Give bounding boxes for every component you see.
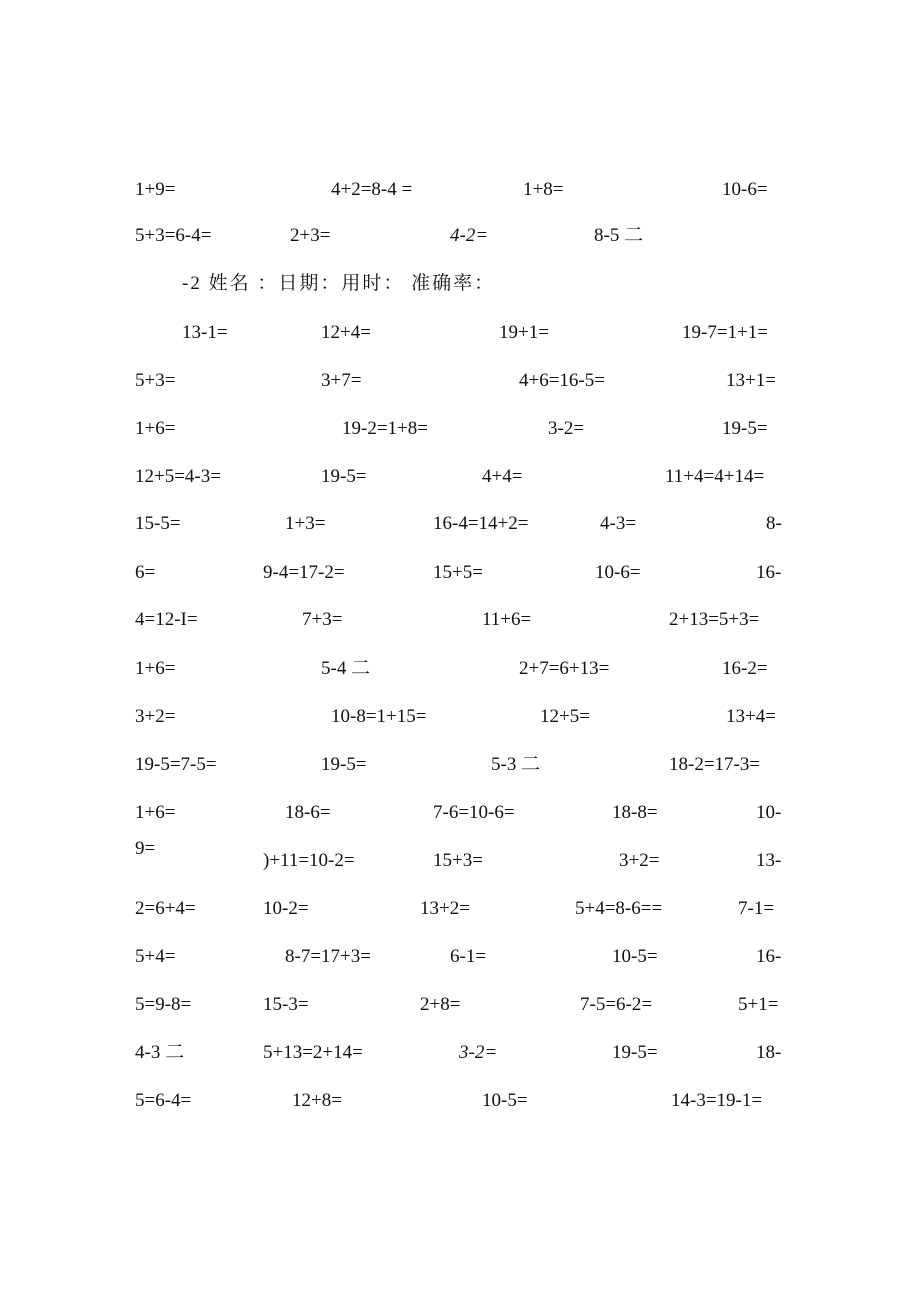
problem: 1+6= (135, 658, 176, 679)
problem: 18-8= (612, 802, 658, 823)
problem: 10-2= (263, 898, 309, 919)
problem: 16- (756, 562, 782, 583)
problem: 5+3=6-4= (135, 225, 212, 246)
problem: 16- (756, 946, 782, 967)
problem: 9= (135, 838, 156, 859)
problem: 18-6= (285, 802, 331, 823)
problem: 3+7= (321, 370, 362, 391)
problem: )+11=10-2= (263, 850, 355, 871)
problem: 10- (756, 802, 782, 823)
problem: 4-2= (450, 225, 489, 246)
problem: 15-5= (135, 513, 181, 534)
problem: 19-5=7-5= (135, 754, 217, 775)
problem: 19-5= (321, 754, 367, 775)
problem: 10-6= (722, 179, 768, 200)
problem: 9-4=17-2= (263, 562, 345, 583)
problem: 2+8= (420, 994, 461, 1015)
problem: 3+2= (135, 706, 176, 727)
problem: 14-3=19-1= (671, 1090, 763, 1111)
problem: 6-1= (450, 946, 487, 967)
problem: 19+1= (499, 322, 549, 343)
problem: 1+6= (135, 418, 176, 439)
problem: 12+5=4-3= (135, 466, 221, 487)
problem: 12+8= (292, 1090, 342, 1111)
problem: 19-7=1+1= (682, 322, 768, 343)
problem: 5-3 二 (491, 754, 541, 775)
problem: 13+4= (726, 706, 776, 727)
problem: 5+13=2+14= (263, 1042, 363, 1063)
problem: 18-2=17-3= (669, 754, 761, 775)
problem: 10-8=1+15= (331, 706, 427, 727)
problem: 15+5= (433, 562, 483, 583)
problem: 1+3= (285, 513, 326, 534)
problem: 6= (135, 562, 156, 583)
problem: 15-3= (263, 994, 309, 1015)
problem: 4+6=16-5= (519, 370, 605, 391)
problem: 5=9-8= (135, 994, 192, 1015)
problem: 10-5= (482, 1090, 528, 1111)
problem: 8- (766, 513, 782, 534)
problem: 4-3= (600, 513, 637, 534)
problem: 16-4=14+2= (433, 513, 529, 534)
problem: 4-3 二 (135, 1042, 185, 1063)
problem: 5=6-4= (135, 1090, 192, 1111)
problem: 11+6= (482, 609, 532, 630)
problem: 3+2= (619, 850, 660, 871)
problem: 5+4= (135, 946, 176, 967)
problem: 3-2= (459, 1042, 498, 1063)
problem: 4+2=8-4 = (331, 179, 413, 200)
problem: 4+4= (482, 466, 523, 487)
problem: 2+13=5+3= (669, 609, 760, 630)
problem: 7-6=10-6= (433, 802, 515, 823)
problem: 10-6= (595, 562, 641, 583)
problem: 7+3= (302, 609, 343, 630)
problem: 5-4 二 (321, 658, 371, 679)
problem: 7-1= (738, 898, 775, 919)
problem: 2=6+4= (135, 898, 196, 919)
problem: 3-2= (548, 418, 585, 439)
problem: 4=12-I= (135, 609, 198, 630)
problem: 12+4= (321, 322, 371, 343)
problem: 13- (756, 850, 782, 871)
problem: 5+4=8-6== (575, 898, 663, 919)
problem: 8-5 二 (594, 225, 644, 246)
worksheet-header: -2 姓名 ：日期：用时： 准确率： (182, 273, 496, 294)
problem: 19-5= (722, 418, 768, 439)
problem: 5+1= (738, 994, 779, 1015)
problem: 13-1= (182, 322, 228, 343)
problem: 11+4=4+14= (665, 466, 765, 487)
problem: 13+1= (726, 370, 776, 391)
problem: 2+3= (290, 225, 331, 246)
problem: 15+3= (433, 850, 483, 871)
problem: 10-5= (612, 946, 658, 967)
problem: 1+6= (135, 802, 176, 823)
problem: 8-7=17+3= (285, 946, 371, 967)
problem: 18- (756, 1042, 782, 1063)
problem: 7-5=6-2= (580, 994, 653, 1015)
problem: 19-5= (612, 1042, 658, 1063)
problem: 1+8= (523, 179, 564, 200)
problem: 16-2= (722, 658, 768, 679)
problem: 13+2= (420, 898, 470, 919)
problem: 5+3= (135, 370, 176, 391)
problem: 2+7=6+13= (519, 658, 610, 679)
problem: 12+5= (540, 706, 590, 727)
problem: 19-2=1+8= (342, 418, 428, 439)
problem: 19-5= (321, 466, 367, 487)
problem: 1+9= (135, 179, 176, 200)
